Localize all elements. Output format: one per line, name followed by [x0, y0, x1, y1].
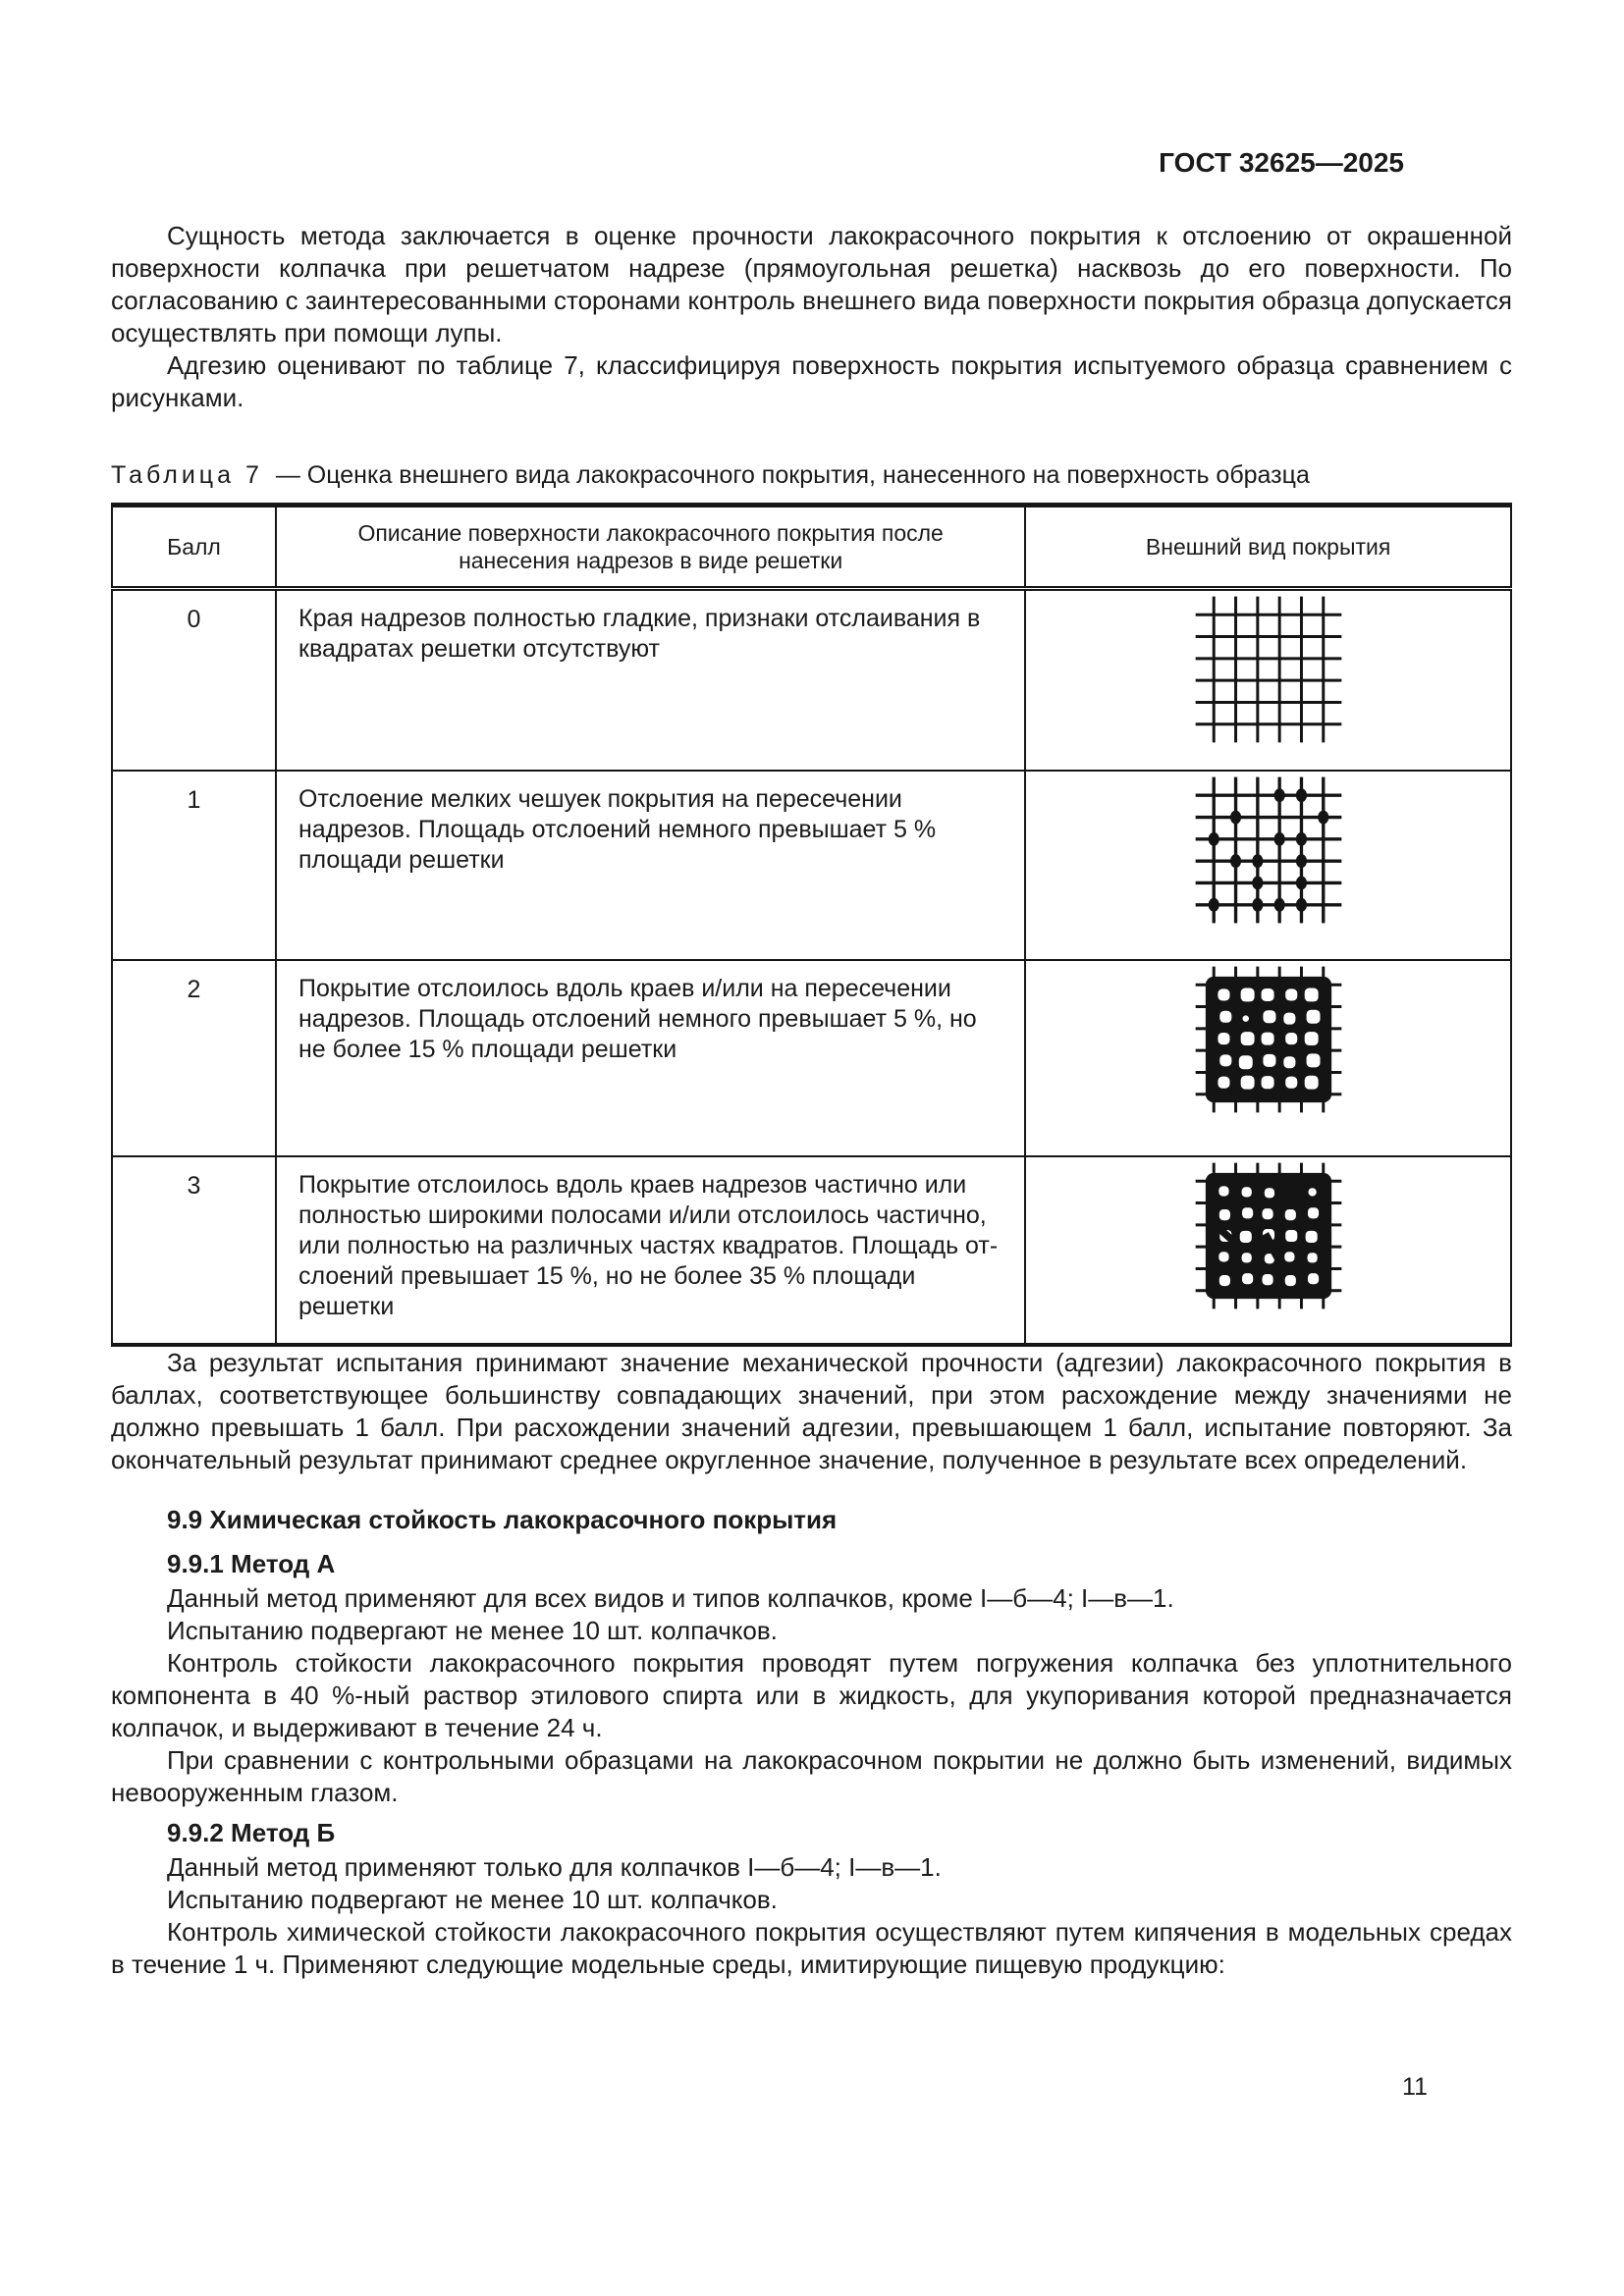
table-row — [112, 960, 1511, 1156]
score-value: 3 — [112, 1156, 276, 1345]
table-caption — [111, 459, 1512, 491]
score-description: Края надрезов полностью гладкие, признаки отслаивания в квадратах решетки отсутствуют — [276, 589, 1025, 771]
coating-grid-figure-score-3 — [1191, 1158, 1346, 1313]
column-header-score: Балл — [112, 506, 276, 589]
section-9-9-1-heading: 9.9.1 Метод А — [167, 1548, 336, 1578]
table-row — [112, 589, 1511, 771]
result-paragraph: За результат испытания принимают значение механической прочности (адгезии) лакокрасочного покрытия в баллах, соответствующее большинству совпадающих значений, при этом расхождение между значениями не должно превышать 1 балл. При расхождении значений адгезии, превышающем 1 балл, испытание повторяют. За окончательный результат принимают среднее округленное значение, полученное в результате всех определений. — [111, 1347, 1512, 1474]
method-b-paragraph-3: Контроль химической стойкости лакокрасочного покрытия осуществляют путем кипячения в модельных средах в течение 1 ч. Применяют следующие модельные среды, имитирующие пищевую продукцию: — [111, 1916, 1512, 1979]
coating-grid-figure-score-2 — [1191, 962, 1346, 1117]
score-description: Отслоение мелких чешуек покрытия на пересечении надрезов. Площадь отслоений немного превышает 5 % площади решетки — [276, 771, 1025, 960]
table-caption-text: — Оценка внешнего вида лакокрасочного покрытия, нанесенного на поверхность образца — [275, 461, 1310, 489]
score-value: 1 — [112, 771, 276, 960]
method-a-paragraph-1: Данный метод применяют для всех видов и типов колпачков, кроме I—б—4; I—в—1. — [167, 1582, 1174, 1613]
score-description: Покрытие отслоилось вдоль краев надрезов частично или полностью широкими полосами и/или отслоилось частично, или полностью на различных частях квадратов. Площадь отслоений превышает 15 %, но не более 35 % площади решетки — [276, 1156, 1025, 1345]
method-a-paragraph-2: Испытанию подвергают не менее 10 шт. колпачков. — [167, 1615, 778, 1645]
intro-paragraph-2: Адгезию оценивают по таблице 7, классифицируя поверхность покрытия испытуемого образца сравнением с рисунками. — [111, 350, 1512, 412]
coating-grid-figure-score-1 — [1191, 773, 1346, 928]
method-a-paragraph-3: Контроль стойкости лакокрасочного покрытия проводят путем погружения колпачка без уплотнительного компонента в 40 %-ный раствор этилового спирта или в жидкость, для укупоривания которой предназначается колпачок, и выдерживают в течение 24 ч. — [111, 1647, 1512, 1742]
column-header-appearance: Внешний вид покрытия — [1025, 506, 1511, 589]
running-header: ГОСТ 32625—2025 — [1159, 147, 1404, 178]
section-9-9-heading: 9.9 Химическая стойкость лакокрасочного покрытия — [167, 1504, 838, 1534]
score-value: 2 — [112, 960, 276, 1156]
method-a-paragraph-4: При сравнении с контрольными образцами на лакокрасочном покрытии не должно быть изменений, видимых невооруженным глазом. — [111, 1744, 1512, 1807]
table-caption-label: Таблица 7 — [111, 461, 263, 489]
table-row — [112, 771, 1511, 960]
section-9-9-2-heading: 9.9.2 Метод Б — [167, 1817, 336, 1847]
column-header-description: Описание поверхности лакокрасочного покрытия после нанесения надрезов в виде решетки — [276, 506, 1025, 589]
method-b-paragraph-1: Данный метод применяют только для колпачков I—б—4; I—в—1. — [167, 1851, 942, 1882]
table-row — [112, 1156, 1511, 1345]
score-value: 0 — [112, 589, 276, 771]
score-description: Покрытие отслоилось вдоль краев и/или на пересечении надрезов. Площадь отслоений немного превышает 5 %, но не более 15 % площади решетки — [276, 960, 1025, 1156]
page-number: 11 — [1402, 2073, 1428, 2101]
coating-grid-figure-score-0 — [1191, 592, 1346, 747]
table-7-coating-appearance — [111, 503, 1512, 1347]
method-b-paragraph-2: Испытанию подвергают не менее 10 шт. колпачков. — [167, 1884, 778, 1914]
table-header — [112, 506, 1511, 589]
intro-paragraph-1: Сущность метода заключается в оценке прочности лакокрасочного покрытия к отслоению от окрашенной поверхности колпачка при решетчатом надрезе (прямоугольная решетка) насквозь до его поверхности. По согласованию с заинтересованными сторонами контроль внешнего вида поверхности покрытия образца допускается осуществлять при помощи лупы. — [111, 221, 1512, 347]
